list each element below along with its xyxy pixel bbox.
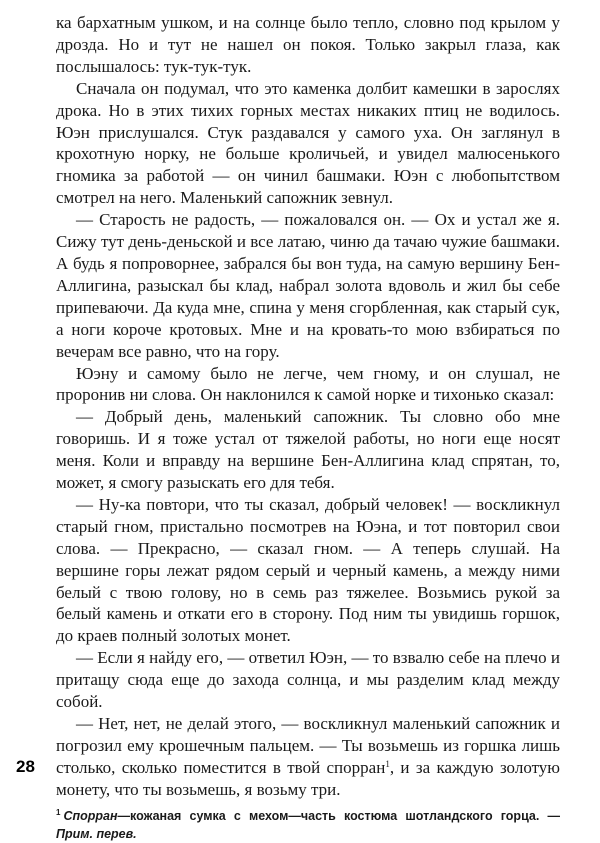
paragraph: — Если я найду его, — ответил Юэн, — то взвалю себе на плечо и притащу сюда еще до захода солнца, и мы разделим клад между собой. — [56, 648, 560, 712]
footnote-marker: 1 — [56, 807, 61, 817]
paragraph: ка бархатным ушком, и на солнце было тепло, словно под крылом у дрозда. Но и тут не нашел он покоя. Только закрыл глаза, как послышалось: тук-тук-тук. — [56, 13, 560, 76]
footnote-note: Прим. перев. — [56, 826, 137, 841]
footnote — [56, 807, 560, 843]
footnote-definition: —кожаная сумка с мехом—часть костюма шотландского горца. — — [117, 808, 560, 823]
body-text — [56, 12, 560, 801]
paragraph: — Старость не радость, — пожаловался он. — Ох и устал же я. Сижу тут день-деньской и все латаю, чиню да тачаю чужие башмаки. А будь я попроворнее, забрался бы вон туда, на самую вершину Бен-Аллигина, разыскал бы клад, набрал золота вдоволь и жил бы себе припеваючи. Да куда мне, спина у меня сгорбленная, как старый сук, а ноги короче кротовых. Мне и на кровать-то мою взбираться по вечерам все равно, что на гору. — [56, 210, 560, 361]
paragraph-text: — Нет, нет, не делай этого, — воскликнул маленький сапожник и погрозил ему крошечным пальцем. — Ты возьмешь из горшка лишь столько, сколько поместится в твой спорран — [56, 714, 560, 777]
paragraph-text: , и за каждую золотую монету, что ты возьмешь, я возьму три. — [56, 757, 560, 799]
footnote-reference: 1 — [385, 758, 390, 769]
paragraph: — Ну-ка повтори, что ты сказал, добрый человек! — воскликнул старый гном, пристально посмотрев на Юэна, и тот повторил свои слова. — Прекрасно, — сказал гном. — А теперь слушай. На вершине горы лежат рядом серый и черный камень, а между ними белый с твою голову, но в семь раз тяжелее. Возьмись рукой за белый камень и откати его в сторону. Под ним ты увидишь горшок, до краев полный золотых монет. — [56, 494, 560, 646]
paragraph: — Добрый день, маленький сапожник. Ты словно обо мне говоришь. И я тоже устал от тяжелой работы, но ноги еще носят меня. Коли и вправду на вершине Бен-Аллигина клад спрятан, то, может, я смогу разыскать его для тебя. — [56, 407, 560, 493]
paragraph: Юэну и самому было не легче, чем гному, и он слушал, не проронив ни слова. Он наклонился к самой норке и тихонько сказал: — [56, 363, 560, 405]
paragraph-with-footnote-ref — [56, 713, 560, 801]
paragraph: Сначала он подумал, что это каменка долбит камешки в зарослях дрока. Но в этих тихих горных местах никаких птиц не водилось. Юэн прислушался. Стук раздавался у самого уха. Он заглянул в крохотную норку, не больше кроличьей, и увидел малюсенького гномика за работой — он чинил башмаки. Юэн с любопытством смотрел на него. Маленький сапожник зевнул. — [56, 78, 560, 208]
footnote-term: Спорран — [63, 808, 118, 823]
page-number: 28 — [16, 757, 35, 776]
